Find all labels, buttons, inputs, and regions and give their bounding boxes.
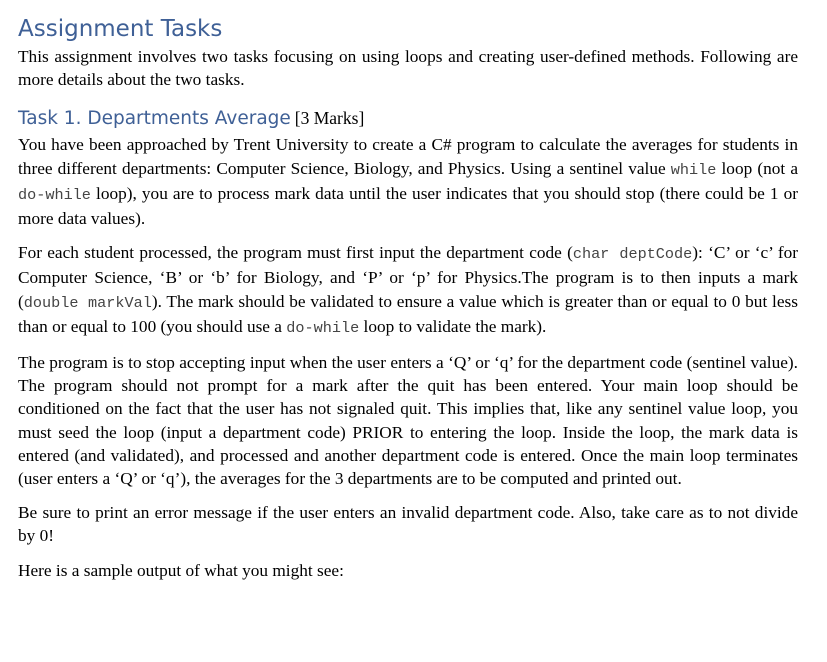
text-segment: ). The mark should be validated to ensure a value which is greater than or equal to 0 but less than or equal to 100 (you should use a xyxy=(18,291,798,336)
document-page xyxy=(18,14,798,582)
code-mark-val: double markVal xyxy=(23,293,152,312)
text-segment: loop (not a xyxy=(716,158,798,178)
text-segment: ): ‘C’ or ‘c’ for Computer Science, ‘B’ or ‘b’ for Biology, and ‘P’ or ‘p’ for Physics.The program is to then inputs a mark ( xyxy=(18,243,799,311)
code-do-while: do-while xyxy=(18,185,91,204)
task1-paragraph-2 xyxy=(18,241,798,340)
text-segment: You have been approached by Trent University to create a C# program to calculate the averages for students in three different departments: Computer Science, Biology, and Physics. Using a sentinel value xyxy=(18,135,798,178)
task1-paragraph-4: Be sure to print an error message if the user enters an invalid department code. Also, take care as to not divide by 0! xyxy=(18,503,798,546)
text-segment: loop), you are to process mark data until the user indicates that you should stop (there could be 1 or more data values). xyxy=(18,183,798,229)
code-while: while xyxy=(670,160,717,179)
task1-title: Task 1. Departments Average xyxy=(18,108,291,130)
task1-marks: [3 Marks] xyxy=(294,108,365,129)
intro-paragraph: This assignment involves two tasks focusing on using loops and creating user-defined methods. Following are more details about the two tasks. xyxy=(18,47,798,90)
code-dept-code: char deptCode xyxy=(572,245,693,264)
text-segment: loop to validate the mark). xyxy=(359,316,547,336)
task1-paragraph-3: The program is to stop accepting input when the user enters a ‘Q’ or ‘q’ for the department code (sentinel value). The program should not prompt for a mark after the quit has been entered. Your main loop should be conditioned on the fact that the user has not signaled quit. This implies that, like any sentinel value loop, you must seed the loop (input a department code) PRIOR to entering the loop. Inside the loop, the mark data is entered (and validated), and processed and another department code is entered. Once the main loop terminates (user enters a ‘Q’ or ‘q’), the averages for the 3 departments are to be computed and printed out. xyxy=(18,353,798,489)
text-segment: For each student processed, the program must first input the department code ( xyxy=(18,243,573,263)
task1-heading xyxy=(18,105,798,133)
page-title: Assignment Tasks xyxy=(18,16,223,42)
task1-paragraph-1 xyxy=(18,133,798,230)
task1-paragraph-5: Here is a sample output of what you might see: xyxy=(18,560,344,580)
code-do-while: do-while xyxy=(286,318,360,337)
